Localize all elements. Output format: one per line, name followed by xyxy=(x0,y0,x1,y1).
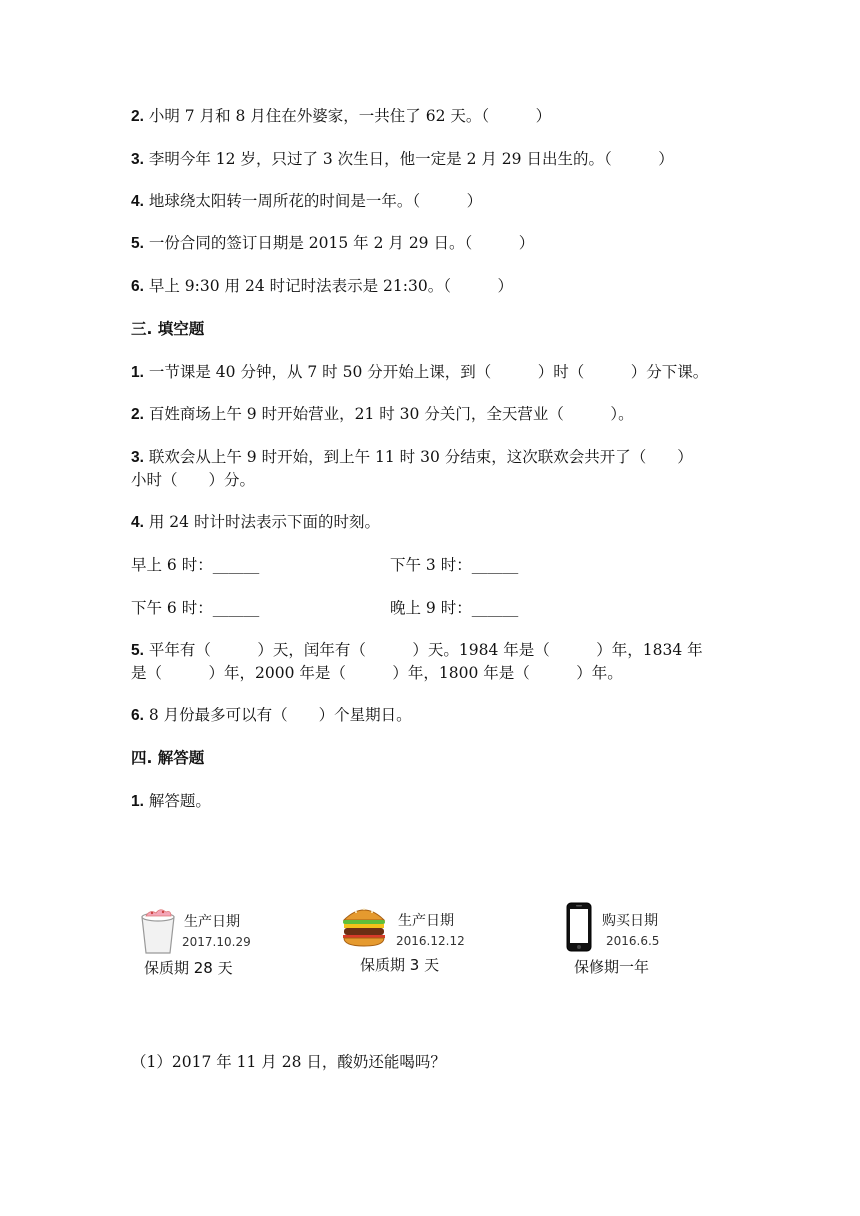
fill-item-5 xyxy=(131,638,760,663)
production-date-label: 生产日期 xyxy=(184,914,240,930)
item-text: 小明 7 月和 8 月住在外婆家，一共住了 62 天。（ ） xyxy=(148,107,552,125)
item-text: 一份合同的签订日期是 2015 年 2 月 29 日。（ ） xyxy=(148,234,535,252)
fill-item-6 xyxy=(131,703,760,728)
sub-question-1: （1）2017 年 11 月 28 日，酸奶还能喝吗？ xyxy=(131,1053,446,1071)
fill-item-2 xyxy=(131,402,760,427)
fill-item-1 xyxy=(131,360,760,385)
product-phone xyxy=(566,902,696,980)
judge-item-5 xyxy=(131,231,760,256)
item-number: 3. xyxy=(131,151,144,168)
judge-item-2 xyxy=(131,104,760,129)
product-burger xyxy=(340,900,480,978)
section-title-answer: 四. 解答题 xyxy=(131,749,205,767)
item-number: 5. xyxy=(131,642,144,659)
item-number: 3. xyxy=(131,449,144,466)
item-number: 4. xyxy=(131,514,144,531)
item-number: 1. xyxy=(131,364,144,381)
fill-item-4 xyxy=(131,510,760,535)
production-date-value: 2016.12.12 xyxy=(396,934,465,948)
production-date-label: 生产日期 xyxy=(398,913,454,929)
item-number: 1. xyxy=(131,793,144,810)
item-text: 联欢会从上午 9 时开始，到上午 11 时 30 分结束，这次联欢会共开了（ ） xyxy=(148,448,693,466)
item-text: 地球绕太阳转一周所花的时间是一年。（ ） xyxy=(148,192,483,210)
time-item-evening-9: 晚上 9 时：______ xyxy=(390,599,519,617)
fill-item-5-continued: 是（ ）年，2000 年是（ ）年，1800 年是（ ）年。 xyxy=(131,664,623,682)
production-date-value: 2017.10.29 xyxy=(182,935,251,949)
judge-item-6 xyxy=(131,274,760,299)
section-title-fill: 三. 填空题 xyxy=(131,320,205,338)
item-number: 6. xyxy=(131,278,144,295)
time-item-morning-6: 早上 6 时：______ xyxy=(131,556,260,574)
time-item-afternoon-6: 下午 6 时：______ xyxy=(131,599,260,617)
item-text: 李明今年 12 岁，只过了 3 次生日，他一定是 2 月 29 日出生的。（ ） xyxy=(148,150,674,168)
item-text: 用 24 时计时法表示下面的时刻。 xyxy=(148,513,380,531)
item-number: 5. xyxy=(131,235,144,252)
product-yogurt xyxy=(138,905,278,980)
yogurt-cup-icon xyxy=(138,907,178,955)
answer-item-1 xyxy=(131,789,760,814)
time-item-afternoon-3: 下午 3 时：______ xyxy=(390,556,519,574)
warranty-text: 保修期一年 xyxy=(574,958,650,976)
mobile-phone-icon xyxy=(566,902,592,952)
item-text: 早上 9:30 用 24 时记时法表示是 21:30。（ ） xyxy=(148,277,513,295)
shelf-life-text: 保质期 3 天 xyxy=(360,956,440,974)
judge-item-3 xyxy=(131,147,760,172)
item-number: 2. xyxy=(131,406,144,423)
item-text: 平年有（ ）天，闰年有（ ）天。1984 年是（ ）年，1834 年 xyxy=(148,641,703,659)
item-number: 6. xyxy=(131,707,144,724)
fill-item-3-continued: 小时（ ）分。 xyxy=(131,471,256,489)
fill-item-3 xyxy=(131,445,760,470)
item-text: 百姓商场上午 9 时开始营业，21 时 30 分关门，全天营业（ ）。 xyxy=(148,405,634,423)
item-number: 4. xyxy=(131,193,144,210)
item-text: 一节课是 40 分钟，从 7 时 50 分开始上课，到（ ）时（ ）分下课。 xyxy=(148,363,709,381)
item-text: 8 月份最多可以有（ ）个星期日。 xyxy=(148,706,412,724)
item-text: 解答题。 xyxy=(148,792,211,810)
hamburger-icon xyxy=(340,900,388,948)
shelf-life-text: 保质期 28 天 xyxy=(144,959,233,977)
purchase-date-label: 购买日期 xyxy=(602,913,658,929)
judge-item-4 xyxy=(131,189,760,214)
item-number: 2. xyxy=(131,108,144,125)
purchase-date-value: 2016.6.5 xyxy=(606,934,660,948)
